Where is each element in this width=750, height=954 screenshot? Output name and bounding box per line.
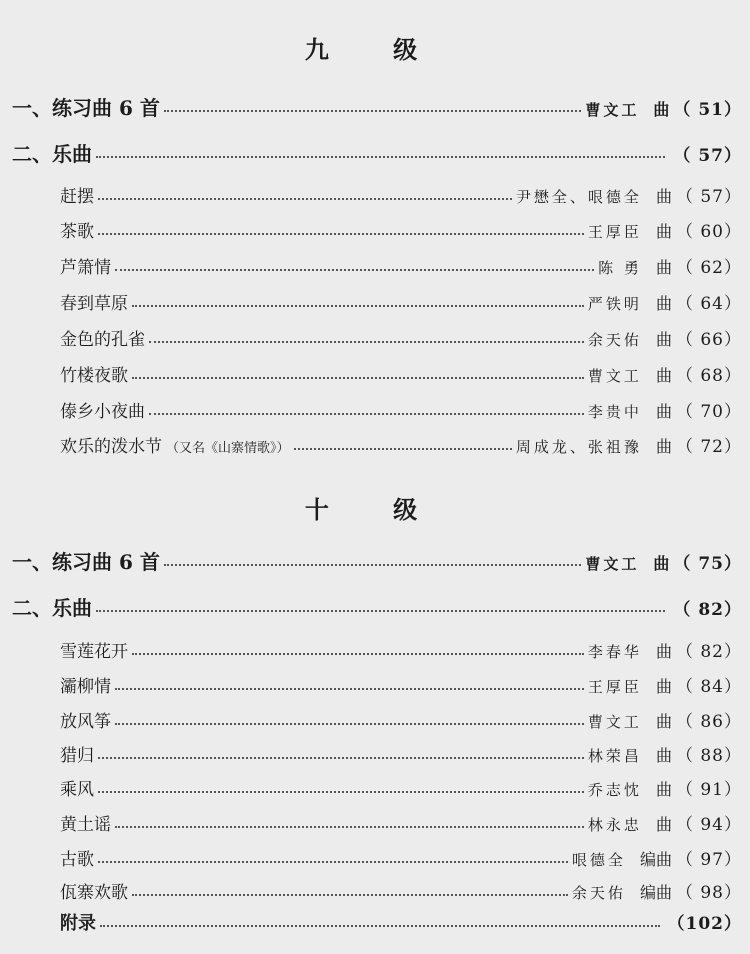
toc-piece-row[interactable] [60, 289, 742, 314]
role: 曲 [655, 402, 672, 421]
page-number: （ 84） [675, 677, 742, 697]
dot-leader [100, 925, 660, 927]
toc-piece-row[interactable] [60, 672, 742, 697]
toc-section-row[interactable] [12, 592, 742, 621]
page-number: （ 60） [675, 222, 742, 242]
page-number: （ 82） [673, 600, 742, 620]
page-number: （102） [667, 914, 742, 934]
toc-piece-row[interactable] [60, 217, 742, 242]
piece-title: 芦箫情 [60, 258, 111, 278]
role: 曲 [655, 294, 672, 313]
piece-title: 灞柳情 [60, 677, 111, 697]
piece-alternate-title: （又名《山寨情歌》） [166, 441, 290, 456]
toc-piece-row[interactable] [60, 845, 742, 870]
page-number: （ 72） [675, 437, 742, 457]
role: 曲 [655, 677, 672, 696]
dot-leader [115, 723, 584, 725]
role: 曲 [655, 780, 672, 799]
piece-title: 佤寨欢歌 [60, 883, 128, 903]
page-number: （ 91） [675, 780, 742, 800]
level-9-title: 九 级 [304, 35, 446, 64]
dot-leader [98, 861, 568, 863]
composer: 曹文工 [585, 555, 640, 573]
composer: 周成龙、张祖豫 [515, 438, 642, 456]
dot-leader [132, 894, 568, 896]
section-label: 一、练习曲 6 首 [12, 96, 160, 120]
toc-piece-row[interactable] [60, 182, 742, 207]
piece-title: 放风筝 [60, 712, 111, 732]
toc-piece-row[interactable] [60, 253, 742, 278]
page-number: （ 98） [675, 883, 742, 903]
page-number: （ 57） [675, 187, 742, 207]
toc-piece-row[interactable] [60, 810, 742, 835]
toc-piece-row[interactable] [60, 397, 742, 422]
piece-title: 竹楼夜歌 [60, 366, 128, 386]
toc-section-row[interactable] [12, 92, 742, 121]
page-number: （ 97） [675, 850, 742, 870]
role: 曲 [653, 554, 670, 573]
toc-piece-row[interactable] [60, 361, 742, 386]
page-number: （ 64） [675, 294, 742, 314]
composer: 尹懋全、哏德全 [515, 188, 642, 206]
piece-title: 黄土谣 [60, 815, 111, 835]
composer: 林荣昌 [587, 747, 642, 765]
dot-leader [149, 341, 584, 343]
page-number: （ 62） [675, 258, 742, 278]
composer: 李贵中 [587, 403, 642, 421]
toc-section-row[interactable] [12, 138, 742, 167]
composer: 王厚臣 [587, 678, 642, 696]
page-number: （ 75） [673, 554, 742, 574]
piece-title: 欢乐的泼水节 [60, 437, 162, 457]
composer: 陈 勇 [598, 259, 642, 277]
page-number: （ 88） [675, 746, 742, 766]
role: 编曲 [639, 850, 672, 869]
dot-leader [98, 757, 584, 759]
role: 曲 [653, 100, 670, 119]
composer: 严铁明 [587, 295, 642, 313]
toc-piece-row[interactable] [60, 775, 742, 800]
section-label: 二、乐曲 [12, 142, 92, 166]
toc-piece-row[interactable] [60, 637, 742, 662]
composer: 哏德全 [571, 851, 626, 869]
page-number: （ 51） [673, 100, 742, 120]
dot-leader [96, 610, 665, 612]
role: 曲 [655, 712, 672, 731]
composer: 李春华 [587, 643, 642, 661]
piece-title: 乘风 [60, 780, 94, 800]
piece-title: 猎归 [60, 746, 94, 766]
toc-piece-row[interactable] [60, 325, 742, 350]
page-number: （ 57） [673, 146, 742, 166]
section-label: 一、练习曲 6 首 [12, 550, 160, 574]
piece-title: 雪莲花开 [60, 642, 128, 662]
role: 曲 [655, 258, 672, 277]
dot-leader [149, 413, 584, 415]
section-label: 二、乐曲 [12, 596, 92, 620]
role: 编曲 [639, 883, 672, 902]
role: 曲 [655, 746, 672, 765]
composer: 余天佑 [571, 884, 626, 902]
composer: 乔志忱 [587, 781, 642, 799]
page-number: （ 94） [675, 815, 742, 835]
dot-leader [132, 377, 584, 379]
dot-leader [98, 791, 584, 793]
composer: 曹文工 [587, 367, 642, 385]
role: 曲 [655, 366, 672, 385]
page-number: （ 82） [675, 642, 742, 662]
dot-leader [132, 653, 584, 655]
level-10-title: 十 级 [304, 495, 446, 524]
page-number: （ 70） [675, 402, 742, 422]
piece-title: 傣乡小夜曲 [60, 402, 145, 422]
piece-title: 春到草原 [60, 294, 128, 314]
toc-piece-row[interactable] [60, 432, 742, 457]
dot-leader [164, 564, 582, 566]
dot-leader [115, 269, 594, 271]
piece-title: 赶摆 [60, 187, 94, 207]
piece-title: 古歌 [60, 850, 94, 870]
page-number: （ 86） [675, 712, 742, 732]
appendix-label: 附录 [60, 913, 96, 934]
dot-leader [132, 305, 584, 307]
composer: 林永忠 [587, 816, 642, 834]
toc-piece-row[interactable] [60, 707, 742, 732]
composer: 余天佑 [587, 331, 642, 349]
composer: 王厚臣 [587, 223, 642, 241]
role: 曲 [655, 330, 672, 349]
composer: 曹文工 [585, 101, 640, 119]
composer: 曹文工 [587, 713, 642, 731]
piece-title: 茶歌 [60, 222, 94, 242]
dot-leader [164, 110, 582, 112]
dot-leader [98, 233, 584, 235]
role: 曲 [655, 187, 672, 206]
toc-piece-row[interactable] [60, 741, 742, 766]
page-number: （ 66） [675, 330, 742, 350]
toc-piece-row[interactable] [60, 878, 742, 903]
dot-leader [96, 156, 665, 158]
dot-leader [115, 688, 584, 690]
role: 曲 [655, 642, 672, 661]
dot-leader [294, 448, 512, 450]
role: 曲 [655, 437, 672, 456]
role: 曲 [655, 222, 672, 241]
toc-appendix-row[interactable] [60, 909, 742, 935]
role: 曲 [655, 815, 672, 834]
toc-section-row[interactable] [12, 546, 742, 575]
dot-leader [115, 826, 584, 828]
dot-leader [98, 198, 512, 200]
page-number: （ 68） [675, 366, 742, 386]
piece-title: 金色的孔雀 [60, 330, 145, 350]
